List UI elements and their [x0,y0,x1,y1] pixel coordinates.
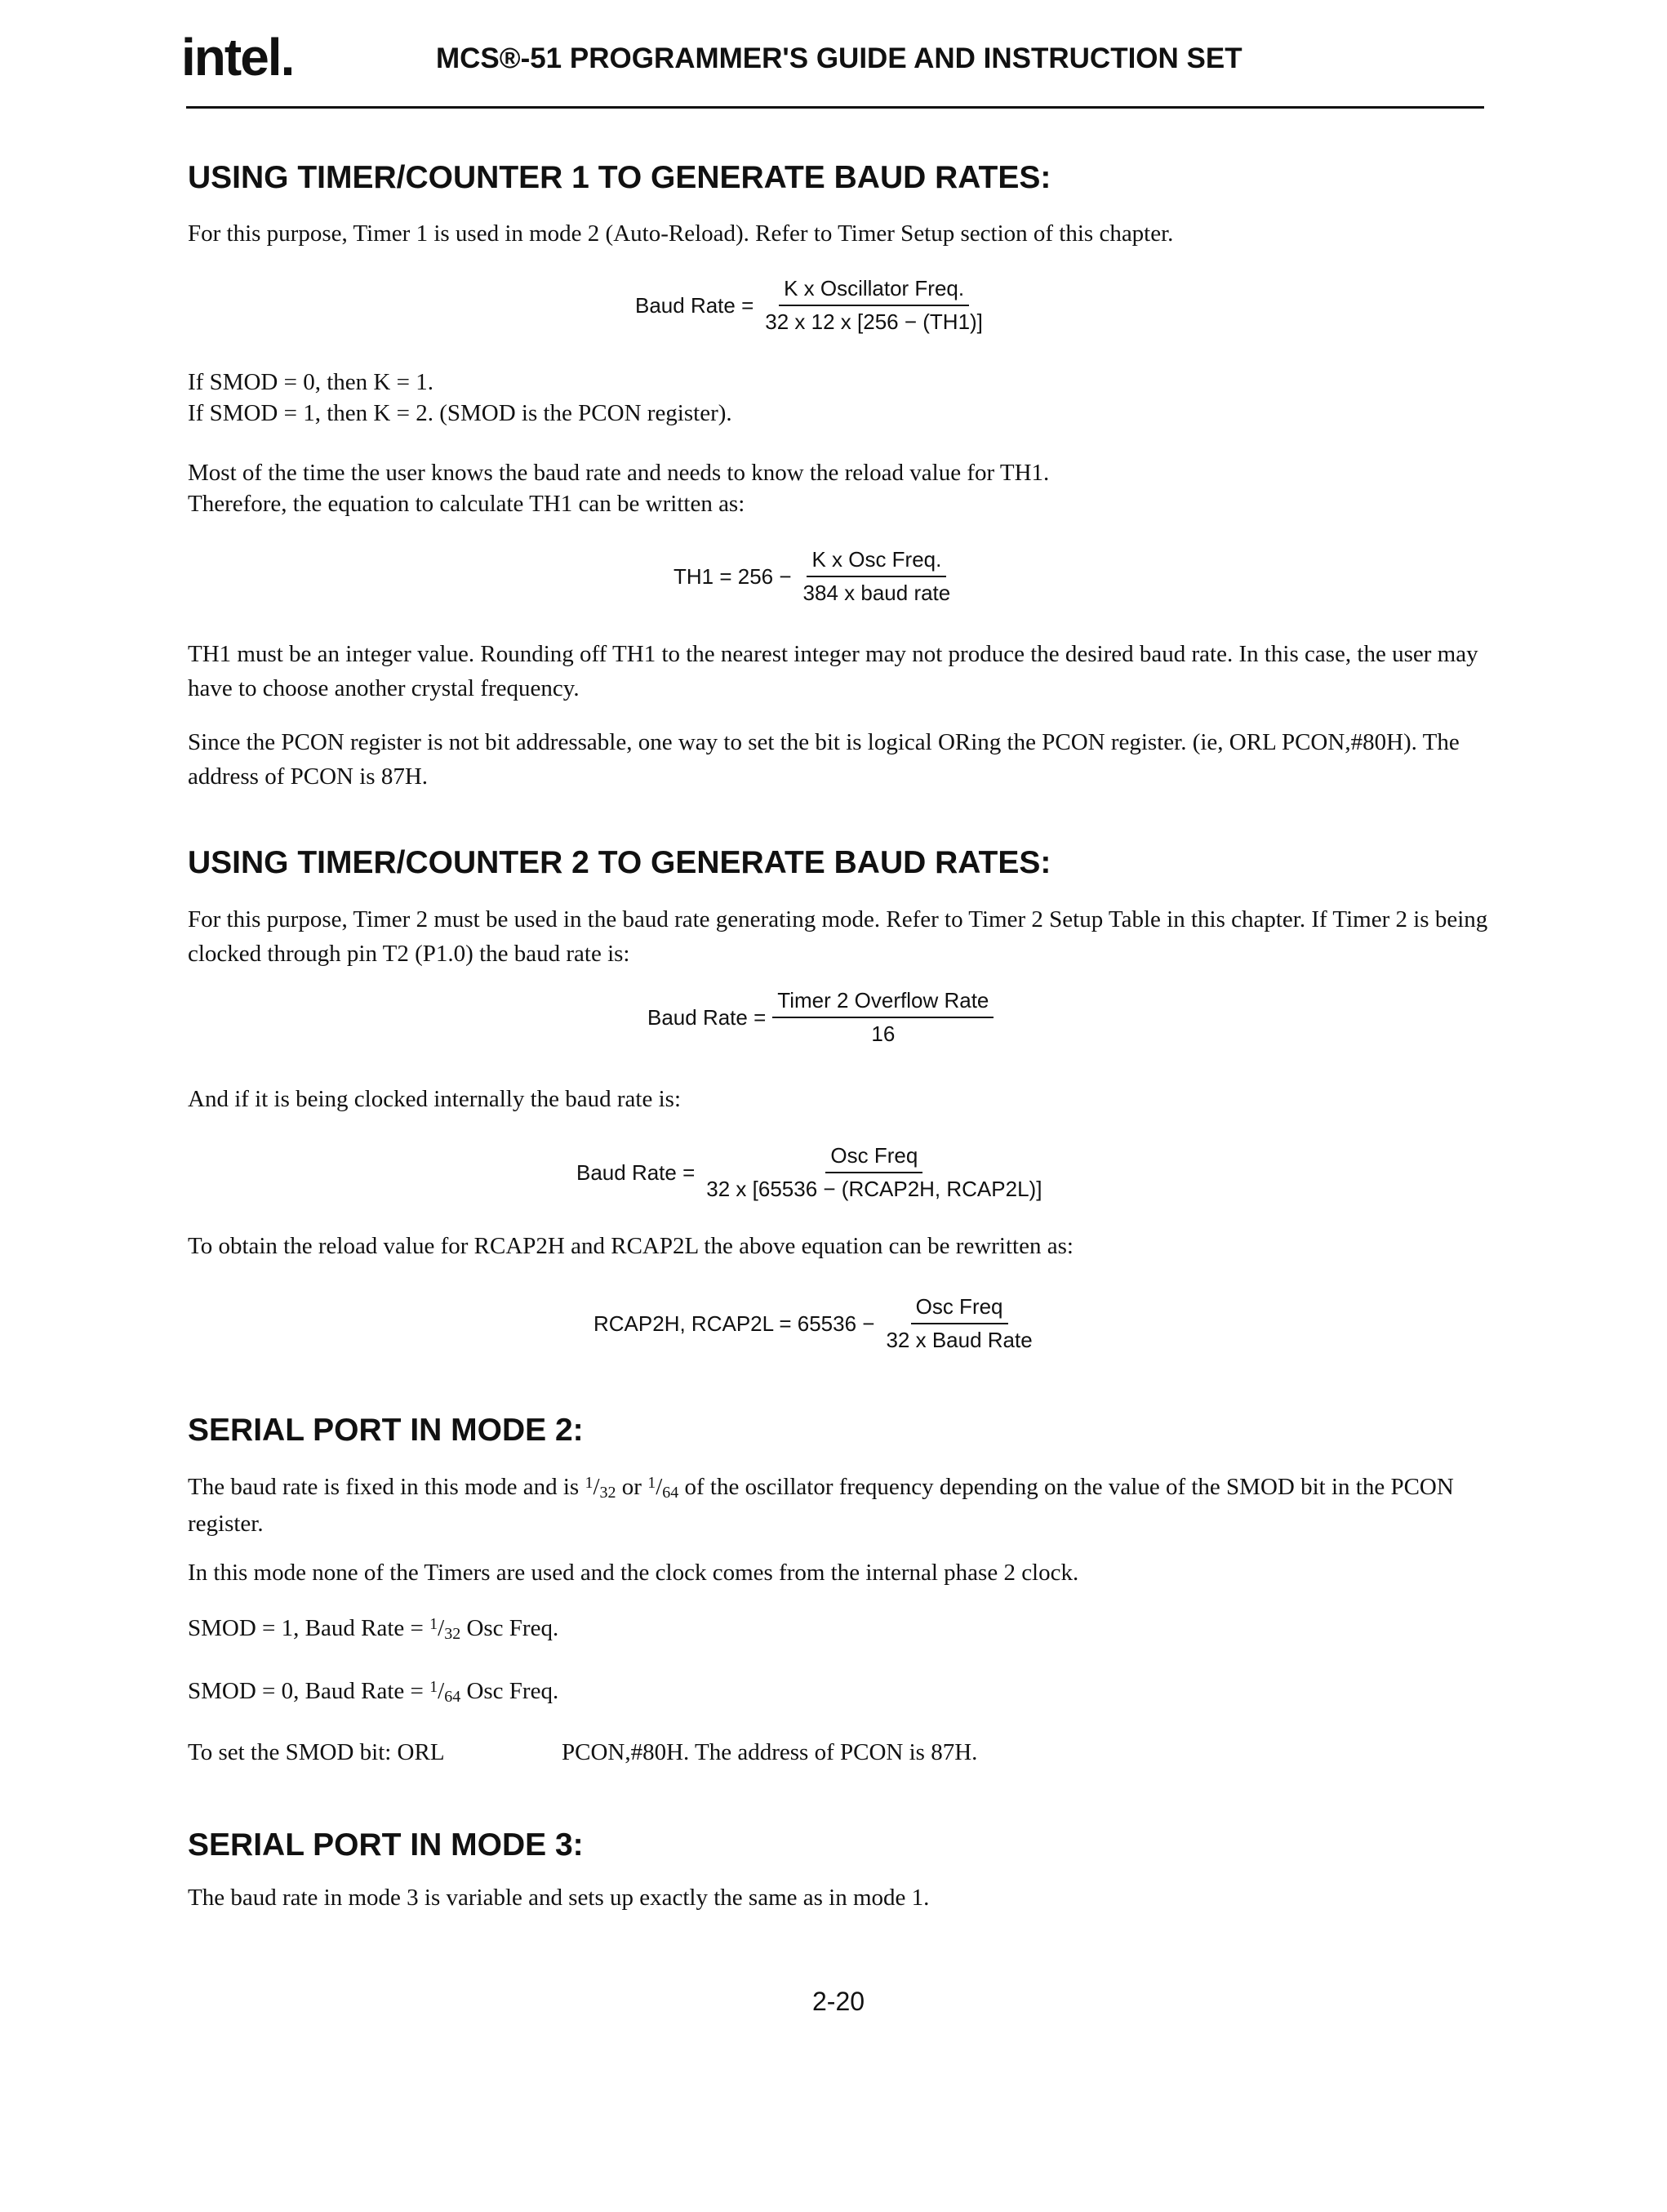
text-run: or [616,1474,648,1500]
equation-baud-rate-timer1 [635,276,988,335]
header-title: MCS®-51 PROGRAMMER'S GUIDE AND INSTRUCTION SET [436,42,1242,74]
equation-rcap2 [593,1294,1038,1353]
equation-lhs: Baud Rate = [647,1004,767,1030]
equation-fraction [772,988,994,1047]
reload-intro-line-2: Therefore, the equation to calculate TH1 can be written as: [188,491,745,517]
section-heading-mode2: SERIAL PORT IN MODE 2: [188,1413,584,1448]
equation-lhs: Baud Rate = [576,1159,696,1185]
equation-numerator: K x Oscillator Freq. [779,276,969,306]
fraction-numerator: 1 [647,1474,656,1492]
mode2-paragraph-1: The baud rate is fixed in this mode and is $^1$/32 or $^1$/64 of the oscillator frequency depending on the value of the SMOD bit in the PCON register. [188,1474,1454,1537]
intel-logo: intel. [181,28,294,87]
equation-lhs: RCAP2H, RCAP2L = 65536 − [593,1311,875,1336]
text-run: SMOD = 1, Baud Rate = [188,1615,430,1641]
set-smod-line-instruction: PCON,#80H. The address of PCON is 87H. [562,1739,978,1765]
equation-denominator: 16 [871,1021,896,1046]
equation-fraction [701,1143,1047,1202]
mode3-text: The baud rate in mode 3 is variable and sets up exactly the same as in mode 1. [188,1885,930,1911]
text-run: The baud rate is fixed in this mode and is [188,1474,585,1500]
section-heading-timer2: USING TIMER/COUNTER 2 TO GENERATE BAUD RATES: [188,845,1051,880]
reload-intro-line-1: Most of the time the user knows the baud rate and needs to know the reload value for TH1. [188,460,1050,486]
equation-th1 [673,547,955,606]
set-smod-line-label: To set the SMOD bit: ORL [188,1739,445,1765]
text-run: Osc Freq. [460,1615,559,1641]
fraction-denominator: 64 [444,1688,461,1706]
equation-numerator: Osc Freq [825,1143,922,1173]
mode2-paragraph-2: In this mode none of the Timers are used and the clock comes from the internal phase 2 clock. [188,1560,1079,1586]
equation-baud-rate-overflow [647,988,994,1047]
section-heading-timer1: USING TIMER/COUNTER 1 TO GENERATE BAUD RATES: [188,160,1051,195]
smod-1-baud-line: SMOD = 1, Baud Rate = $^1$/32 Osc Freq. [188,1615,559,1643]
equation-lhs: Baud Rate = [635,292,754,318]
rewrite-line: To obtain the reload value for RCAP2H and RCAP2L the above equation can be rewritten as: [188,1233,1074,1259]
equation-lhs: TH1 = 256 − [673,563,792,589]
section2-intro: For this purpose, Timer 2 must be used in the baud rate generating mode. Refer to Timer 2 Setup Table in this chapter. If Timer 2 is being clocked through pin T2 (P1.0) the baud rate is: [188,906,1488,967]
section-heading-mode3: SERIAL PORT IN MODE 3: [188,1827,584,1863]
equation-numerator: K x Osc Freq. [807,547,946,577]
th1-integer-note: TH1 must be an integer value. Rounding off TH1 to the nearest integer may not produce the desired baud rate. In this case, the user may have to choose another crystal frequency. [188,641,1478,701]
smod-0-line: If SMOD = 0, then K = 1. [188,369,433,395]
text-run: SMOD = 0, Baud Rate = [188,1678,430,1704]
fraction-numerator: 1 [429,1615,438,1633]
equation-fraction [881,1294,1037,1353]
smod-1-line: If SMOD = 1, then K = 2. (SMOD is the PCON register). [188,400,732,426]
fraction-denominator: 64 [662,1484,679,1502]
equation-fraction [760,276,988,335]
equation-denominator: 384 x baud rate [802,581,951,605]
equation-denominator: 32 x Baud Rate [886,1328,1033,1352]
equation-baud-rate-internal [576,1143,1047,1202]
equation-denominator: 32 x [65536 − (RCAP2H, RCAP2L)] [706,1177,1042,1201]
smod-0-baud-line: SMOD = 0, Baud Rate = $^1$/64 Osc Freq. [188,1678,559,1706]
internal-clock-line: And if it is being clocked internally the baud rate is: [188,1086,682,1112]
pcon-note: Since the PCON register is not bit addressable, one way to set the bit is logical ORing the PCON register. (ie, ORL PCON,#80H). The address of PCON is 87H. [188,729,1460,790]
equation-fraction [798,547,956,606]
fraction-numerator: 1 [429,1678,438,1696]
text-run: of the oscillator frequency depending on the value of the SMOD bit in the PCON register. [188,1474,1454,1537]
fraction-denominator: 32 [599,1484,616,1502]
header-rule [186,106,1484,109]
section1-intro: For this purpose, Timer 1 is used in mode 2 (Auto-Reload). Refer to Timer Setup section of this chapter. [188,220,1174,247]
equation-numerator: Osc Freq [911,1294,1008,1324]
equation-numerator: Timer 2 Overflow Rate [772,988,994,1018]
fraction-denominator: 32 [444,1625,461,1643]
equation-denominator: 32 x 12 x [256 − (TH1)] [765,309,983,334]
page-number: 2-20 [812,1987,865,2016]
fraction-numerator: 1 [585,1474,593,1492]
text-run: Osc Freq. [460,1678,559,1704]
